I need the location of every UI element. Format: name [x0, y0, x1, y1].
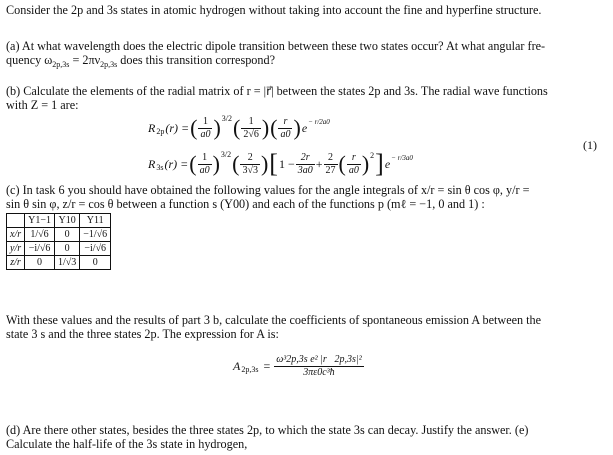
part-a-line2 — [6, 53, 275, 69]
eq2-frac4-num: 2 — [324, 152, 338, 165]
eq1-frac1-num: 1 — [198, 116, 212, 129]
part-a-omega: quency ω — [6, 53, 53, 67]
formula-fraction — [274, 354, 363, 379]
eq1-lparen2: ( — [233, 115, 241, 140]
eq1-rparen1: ) — [213, 115, 221, 140]
part-b-line2: with Z = 1 are: — [6, 98, 79, 112]
table-cell: 1/√6 — [25, 228, 55, 242]
eq1-power: 3/2 — [221, 113, 232, 123]
eq1-lhs-arg: (r) = — [165, 120, 190, 135]
eq2-exp-base: e — [384, 156, 391, 171]
table-cell: 0 — [54, 242, 79, 256]
table-header-cell — [7, 214, 25, 228]
formula-equals: = — [263, 358, 271, 373]
table-cell: 0 — [54, 228, 79, 242]
eq2-frac3-den: 3a0 — [297, 164, 313, 176]
table-cell: 0 — [25, 256, 55, 270]
eq2-square: 2 — [370, 150, 375, 160]
eq2-lhs-arg: (r) = — [164, 156, 189, 171]
eq2-lhs-sub: 3s — [156, 162, 164, 172]
table-cell: 1/√3 — [54, 256, 79, 270]
eq2-frac5 — [347, 152, 361, 177]
eq1-frac1-den: a0 — [200, 128, 211, 140]
part-a-mid: = 2πν — [69, 53, 101, 67]
eq1-lhs-sub: 2p — [156, 126, 165, 136]
eq1-frac3-den: a0 — [280, 128, 291, 140]
eq1-frac2-num: 1 — [241, 116, 261, 129]
formula-denominator: 3πε0c³ħ — [303, 366, 335, 378]
part-b-line1: (b) Calculate the elements of the radial matrix of r = |r⃗| between the states 2p and 3s. The radial wave functions — [6, 84, 548, 98]
equation-number: (1) — [583, 138, 597, 152]
intro-text: Consider the 2p and 3s states in atomic hydrogen without taking into account the fine and hyperfine structure. — [6, 3, 542, 17]
eq1-rparen2: ) — [261, 115, 270, 140]
formula-lhs: A — [233, 358, 241, 373]
eq2-frac2-num: 2 — [240, 152, 260, 165]
eq2-frac5-num: r — [347, 152, 361, 165]
formula-numerator: ω³2p,3s e² |r⃗2p,3s|² — [276, 353, 362, 365]
table-cell: −i/√6 — [80, 242, 111, 256]
part-c-after-line1: With these values and the results of part 3 b, calculate the coefficients of spontaneous emission A between the — [6, 313, 542, 327]
eq2-lparen1: ( — [189, 151, 197, 176]
table-cell: 0 — [80, 256, 111, 270]
part-a-post: does this transition correspond? — [117, 53, 275, 67]
table-cell: x/r — [7, 228, 25, 242]
eq1-lparen3: ( — [270, 115, 278, 140]
table-row — [7, 242, 111, 256]
eq2-rparen2: ) — [260, 151, 269, 176]
eq1-rparen3: ) — [293, 115, 301, 140]
table-header-cell: Y1−1 — [25, 214, 55, 228]
eq1-exp-base: e — [301, 120, 308, 135]
eq1-frac2 — [241, 116, 261, 141]
eq1-frac3-num: r — [278, 116, 292, 129]
eq1-lhs: R — [148, 120, 156, 135]
eq2-frac2-den: 3√3 — [242, 164, 258, 176]
table-cell: −1/√6 — [80, 228, 111, 242]
eq2-power: 3/2 — [220, 149, 232, 159]
eq2-rbracket: ] — [375, 149, 384, 178]
eq2-lparen3: ( — [338, 151, 346, 176]
angle-integrals-table — [6, 213, 111, 270]
table-header-row — [7, 214, 111, 228]
table-header-cell: Y11 — [80, 214, 111, 228]
eq2-rparen1: ) — [212, 151, 220, 176]
equation-r2p — [148, 108, 331, 148]
eq2-exp-power: − r/3a0 — [391, 154, 413, 162]
eq2-frac3-num: 2r — [296, 152, 315, 165]
eq2-frac1 — [198, 152, 212, 177]
eq2-rparen3: ) — [361, 151, 370, 176]
eq2-lbracket: [ — [269, 149, 278, 178]
eq2-lhs: R — [148, 156, 156, 171]
part-c-line1: (c) In task 6 you should have obtained the following values for the angle integrals of x/r = sin θ cos φ, y/r = — [6, 183, 530, 197]
part-c-after-line2: state 3 s and the three states 2p. The expression for A is: — [6, 327, 279, 341]
emission-formula — [233, 348, 365, 384]
table-row — [7, 228, 111, 242]
eq2-frac4 — [324, 152, 338, 177]
eq2-lparen2: ( — [232, 151, 240, 176]
formula-lhs-sub: 2p,3s — [241, 364, 259, 374]
eq2-plus: + — [315, 156, 323, 171]
table-cell: z/r — [7, 256, 25, 270]
part-d-line1: (d) Are there other states, besides the three states 2p, to which the state 3s can decay. Justify the answer. (e) — [6, 423, 529, 437]
part-a-line1: (a) At what wavelength does the electric dipole transition between these two states occur? At what angular fre- — [6, 39, 546, 53]
part-a-sub1: 2p,3s — [52, 60, 70, 69]
eq1-frac2-den: 2√6 — [243, 128, 259, 140]
eq2-frac3 — [296, 152, 315, 177]
eq1-frac1 — [198, 116, 212, 141]
eq2-frac2 — [240, 152, 260, 177]
part-d-line2: Calculate the half-life of the 3s state in hydrogen, — [6, 437, 248, 451]
table-cell: y/r — [7, 242, 25, 256]
equation-r3s — [148, 144, 414, 184]
part-c-line2: sin θ sin φ, z/r = cos θ between a function s (Y00) and each of the functions p (mℓ = −1, 0 and 1) : — [6, 197, 485, 211]
eq2-one-minus: 1 − — [278, 156, 295, 171]
eq2-frac1-num: 1 — [198, 152, 212, 165]
table-row — [7, 256, 111, 270]
eq2-frac4-den: 27 — [325, 164, 336, 176]
eq1-frac3 — [278, 116, 292, 141]
eq2-frac5-den: a0 — [348, 164, 359, 176]
eq1-exp-power: − r/2a0 — [308, 118, 330, 126]
part-a-sub2: 2p,3s — [100, 60, 118, 69]
table-cell: −i/√6 — [25, 242, 55, 256]
table-header-cell: Y10 — [54, 214, 79, 228]
eq1-lparen1: ( — [190, 115, 198, 140]
eq2-frac1-den: a0 — [199, 164, 210, 176]
